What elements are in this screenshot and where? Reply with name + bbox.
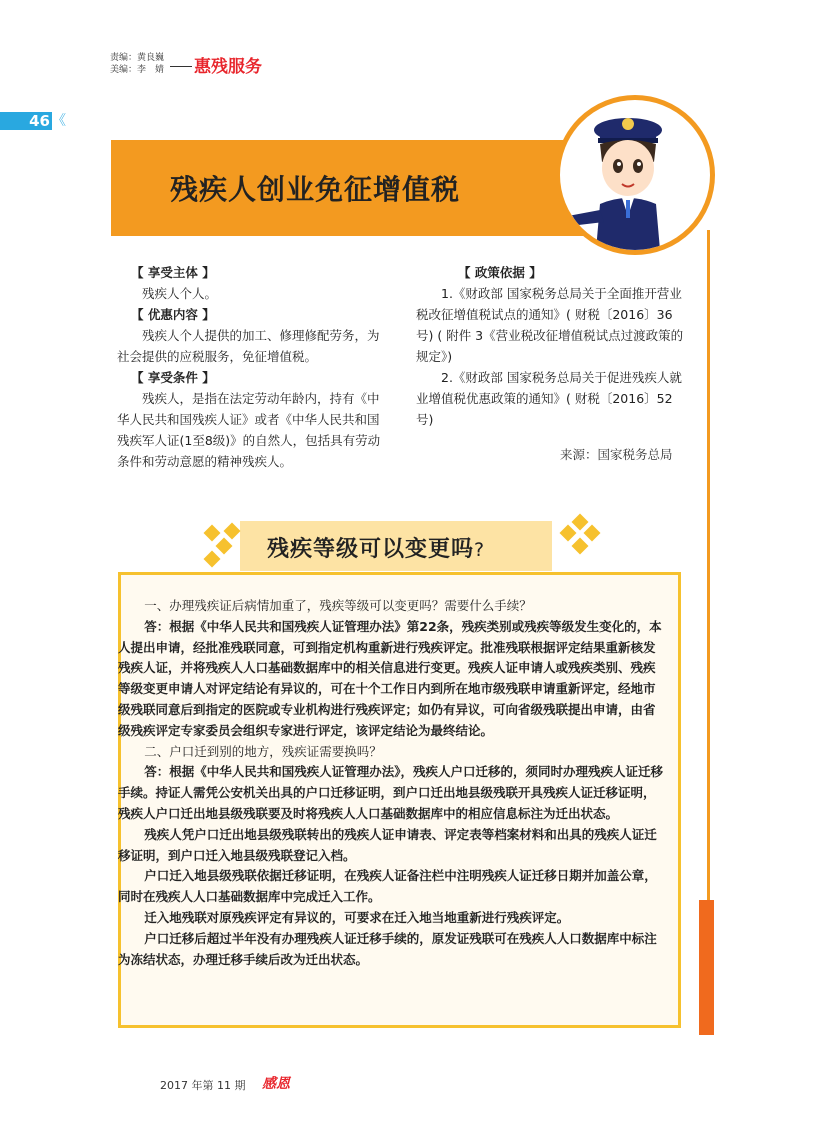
diamond-icon: [204, 551, 221, 568]
diamond-icon: [560, 525, 577, 542]
policy-text: 残疾人个人提供的加工、修理修配劳务，为社会提供的应税服务，免征增值税。: [117, 328, 380, 364]
faq-question: 一、办理残疾证后病情加重了，残疾等级可以变更吗？需要什么手续？: [144, 598, 532, 613]
policy-text: 残疾人，是指在法定劳动年龄内，持有《中华人民共和国残疾人证》或者《中华人民共和国残疾军人证(1至8级)》的自然人，包括具有劳动条件和劳动意愿的精神残疾人。: [117, 391, 381, 469]
faq-answer: 户口迁入地县级残联依据迁移证明，在残疾人证备注栏中注明残疾人证迁移日期并加盖公章，同时在残疾人人口基础数据库中完成迁入工作。: [118, 868, 657, 905]
policy-heading-conditions: 【 享受条件 】: [131, 370, 215, 385]
diamond-icon: [204, 525, 221, 542]
page-arrow-icon: 《: [52, 113, 66, 129]
faq-answer: 户口迁移后超过半年没有办理残疾人证迁移手续的，原发证残联可在残疾人人口数据库中标注为冻结状态，办理迁移手续后改为迁出状态。: [118, 930, 657, 967]
policy-basis-item: 1.《财政部 国家税务总局关于全面推开营业税改征增值税试点的通知》( 财税〔2016〕36号) ( 附件 3《营业税改征增值税试点过渡政策的规定》): [416, 286, 684, 364]
policy-heading-basis: 【 政策依据 】: [458, 265, 542, 280]
faq-question: 二、户口迁到别的地方，残疾证需要换吗？: [144, 743, 382, 759]
policy-heading-content: 【 优惠内容 】: [131, 307, 215, 322]
diamond-icon: [216, 538, 233, 555]
faq-answer: 答：根据《中华人民共和国残疾人证管理办法》，残疾人户口迁移的，须同时办理残疾人证迁移手续。持证人需凭公安机关出具的户口迁移证明，到户口迁出地县级残联开具残疾人证迁移证明，残疾人户口迁出地县级残联要及时将残疾人人口基础数据库中的相应信息标注为迁出状态。: [118, 764, 664, 821]
faq-answer: 迁入地残联对原残疾评定有异议的，可要求在迁入地当地重新进行残疾评定。: [144, 909, 570, 925]
policy-right-column: [416, 262, 686, 430]
editor-credits: [110, 52, 164, 76]
policy-basis-item: 2.《财政部 国家税务总局关于促进残疾人就业增值税优惠政策的通知》( 财税〔2016〕52号): [416, 370, 682, 427]
source-credit: 来源：国家税务总局: [560, 447, 673, 462]
section-title: 惠残服务: [194, 57, 262, 77]
article-title: 残疾人创业免征增值税: [170, 173, 461, 206]
policy-text: 残疾人个人。: [142, 286, 218, 301]
faq-body: [118, 596, 665, 970]
faq-answer: 残疾人凭户口迁出地县级残联转出的残疾人证申请表、评定表等档案材料和出具的残疾人证迁移证明，到户口迁入地县级残联登记入档。: [118, 826, 657, 863]
diamond-icon: [224, 523, 241, 540]
faq-title-text: 残疾等级可以变更吗: [267, 537, 475, 562]
diamond-icon: [572, 538, 589, 555]
diamond-icon: [572, 514, 589, 531]
diamond-icon: [584, 525, 601, 542]
tax-officer-mascot-icon: [555, 95, 715, 255]
issue-label: 2017 年第 11 期: [160, 1079, 246, 1092]
header-divider: [170, 66, 192, 67]
faq-title-mark: ?: [474, 539, 486, 561]
side-accent-bar: [699, 900, 714, 1035]
policy-heading-subject: 【 享受主体 】: [131, 265, 215, 280]
faq-answer: 答：根据《中华人民共和国残疾人证管理办法》第22条，残疾类别或残疾等级发生变化的，本人提出申请，经批准残联同意，可到指定机构重新进行残疾评定。批准残联根据评定结果重新核发残疾人证，并将残疾人人口基础数据库中的相关信息进行变更。残疾人证申请人或残疾类别、残疾等级变更申请人对评定结论有异议的，可在十个工作日内到所在地市级残联申请重新评定，经地市级残联同意后到指定的医院或专业机构进行残疾评定；如仍有异议，可向省级残联提出申请，由省级残疾评定专家委员会组织专家进行评定，该评定结论为最终结论。: [118, 618, 662, 738]
page-number: 46: [0, 112, 52, 130]
policy-left-column: [117, 262, 385, 472]
magazine-logo: 感恩: [262, 1076, 290, 1092]
faq-title: [267, 532, 485, 563]
editor-line: 责编：黄良巍: [110, 53, 165, 63]
art-editor-line: 美编：李 婧: [110, 65, 165, 75]
